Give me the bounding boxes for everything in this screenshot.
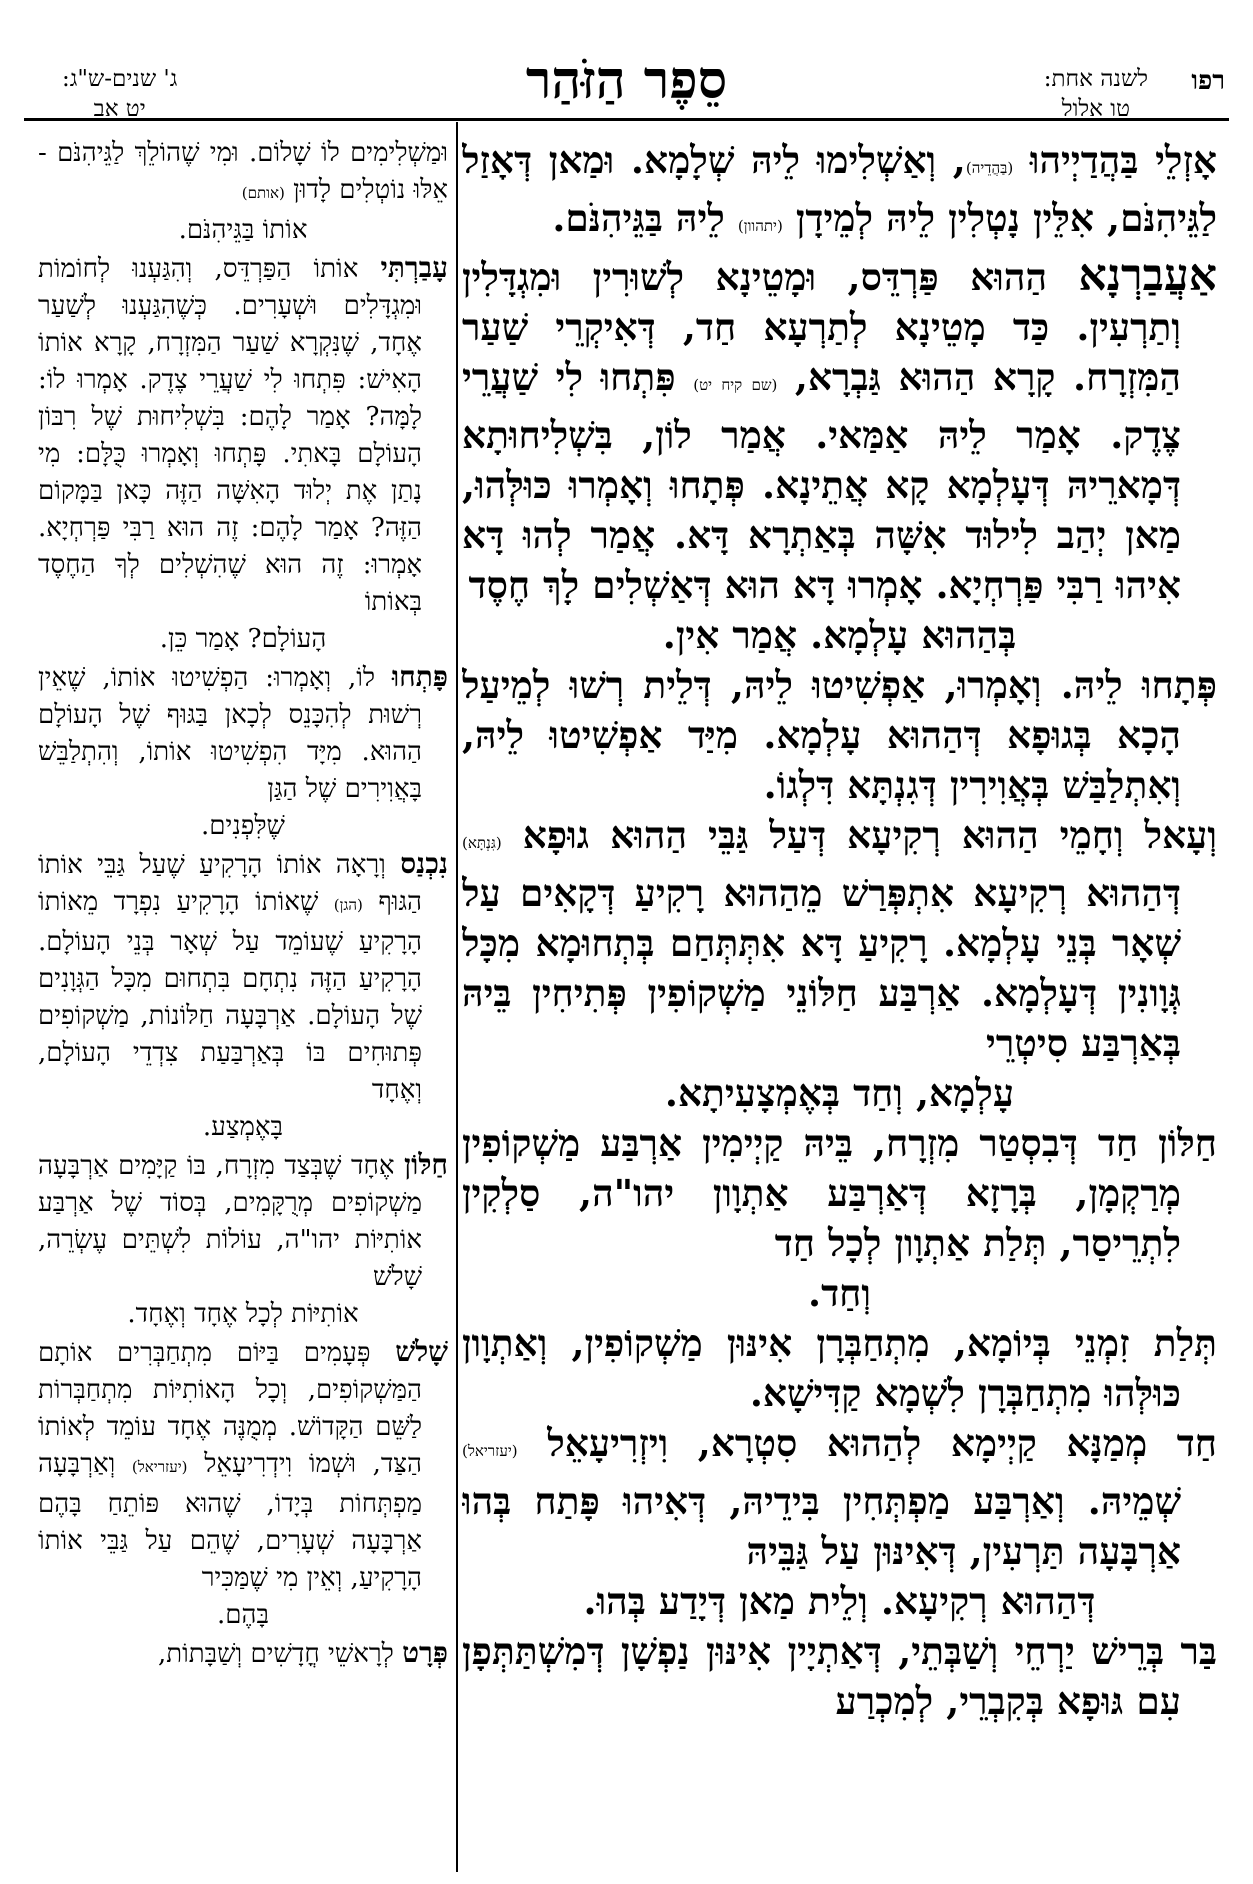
paragraph: חַלּוֹן חַד דְּבִסְטַר מִזְרָח, בֵּיהּ קַיְימִין אַרְבַּע מַשְׁקוֹפִין מְרַקְמָן, בְּרָזָא דְּאַרְבַּע אַתְוָון יהו"ה, סַלְקִין לִתְרֵיסַר, תְּלַת אַתְוָון לְכָל חַד [462, 1121, 1217, 1265]
paragraph-end: אוֹתִיּוֹת לְכָל אֶחָד וְאֶחָד. [127, 1299, 359, 1329]
column-divider [456, 122, 458, 1872]
opening-word: עָבַרְתִּי [380, 251, 448, 284]
variant-note: (אותם) [241, 184, 285, 202]
paragraph: פְּרָט לְרָאשֵׁי חֳדָשִׁים וְשַׁבָּתוֹת, [157, 1636, 448, 1669]
paragraph-end: אוֹתוֹ בַּגֵּיהִנֹּם. [178, 215, 308, 245]
variant-note: (יעזריאל) [462, 1442, 518, 1460]
paragraph: פְּתָחוּ לֵיהּ. וְאָמְרוּ, אַפְשִׁיטוּ לֵיהּ, דְּלֵית רְשׁוּ לְמֵיעַל הָכָא בְּגוּפָא דְּהַהוּא עָלְמָא. מִיַּד אַפְשִׁיטוּ לֵיהּ, וְאִתְלַבַּשׁ בְּאֲוִירִין דְּגִנְתָּא דִּלְגוֹ. [462, 663, 1217, 807]
paragraph: חַד מְמַנָּא קַיְימָא לְהַהוּא סִטְרָא, וִיזְרִיעָאֵל (יעזריאל) שְׁמֵיהּ. וְאַרְבַּע מַפְתְּחִין בִּידֵיהּ, דְּאִיהוּ פָּתַח בְּהוּ אַרְבָּעָה תַּרְעִין, דְּאִינּוּן עַל גַּבֵּיהּ [462, 1421, 1217, 1573]
verse-reference: (שם קיח יט) [693, 376, 778, 394]
paragraph: חַלּוֹן אֶחָד שֶׁבְּצַד מִזְרָח, בּוֹ קַיָּמִים אַרְבָּעָה מַשְׁקוֹפִים מְרֻקָּמִים, בְּסוֹד שֶׁל אַרְבַּע אוֹתִיּוֹת יהו"ה, עוֹלוֹת לִשְׁתֵּים עֶשְׂרֵה, שָׁלֹשׁ [38, 1148, 448, 1292]
opening-word: חַלּוֹן [404, 1148, 448, 1181]
paragraph: נִכְנַס וְרָאָה אוֹתוֹ הָרָקִיעַ שֶׁעַל גַּבֵּי אוֹתוֹ הַגּוּף (הגן) שֶׁאוֹתוֹ הָרָקִיעַ נִפְרָד מֵאוֹתוֹ הָרָקִיעַ שֶׁעוֹמֵד עַל שְׁאָר בְּנֵי הָעוֹלָם. הָרָקִיעַ הַזֶּה נִתְחָם בִּתְחוּם מִכָּל הַגְּוָנִים שֶׁל הָעוֹלָם. אַרְבָּעָה חַלּוֹנוֹת, מַשְׁקוֹפִים פְּתוּחִים בּוֹ בְּאַרְבַּעַת צִדְדֵי הָעוֹלָם, וְאֶחָד [38, 847, 448, 1105]
opening-word: נִכְנַס [400, 847, 448, 880]
paragraph-end: בָּאֶמְצַע. [202, 1112, 284, 1142]
paragraph: עָבַרְתִּי אוֹתוֹ הַפַּרְדֵּס, וְהִגַּעְנוּ לְחוֹמוֹת וּמִגְדָּלִים וּשְׁעָרִים. כְּשֶׁהִגַּעְנוּ לְשַׁעַר אֶחָד, שֶׁנִּקְרָא שַׁעַר הַמִּזְרָח, קָרָא אוֹתוֹ הָאִישׁ: פִּתְחוּ לִי שַׁעֲרֵי צֶדֶק. אָמְרוּ לוֹ: לָמָּה? אָמַר לָהֶם: בִּשְׁלִיחוּת שֶׁל רִבּוֹן הָעוֹלָם בָּאתִי. פָּתְחוּ וְאָמְרוּ כֻּלָּם: מִי נָתַן אֶת יְלוּד הָאִשָּׁה הַזֶּה כָּאן בַּמָּקוֹם הַזֶּה? אָמַר לָהֶם: זֶה הוּא רַבִּי פַּרְחְיָא. אָמְרוּ: זֶה הוּא שֶׁהִשְׁלִים לְךָ הַחֶסֶד בְּאוֹתוֹ [38, 251, 448, 617]
page-number: רפו [1191, 66, 1225, 96]
paragraph: וְעָאל וְחָמֵי הַהוּא רְקִיעָא דְּעַל גַּבֵּי הַהוּא גוּפָא (גִּנְתָּא) דְּהַהוּא רְקִיעָא אִתְפְּרַשׁ מֵהַהוּא רָקִיעַ דְּקָאִים עַל שְׁאָר בְּנֵי עָלְמָא. רָקִיעַ דָּא אִתְּתְּחַם בְּתְחוּמָא מִכָּל גְּוָונִין דְּעָלְמָא. אַרְבַּע חַלּוֹנֵי מַשְׁקוֹפִין פְּתִיחִין בֵּיהּ בְּאַרְבַּע סִיטְרֵי [462, 813, 1217, 1065]
hebrew-translation-column [38, 135, 448, 1870]
paragraph: בַּר בְּרֵישׁ יַרְחֵי וְשַׁבְּתֵי, דְּאַתְיָין אִינּוּן נַפְשָׁן דְּמִשְׁתַּתְּפָן עִם גּוּפָא בְּקִבְרֵי, לְמִכְרַע [462, 1629, 1217, 1723]
schedule-date: טו אלול [1061, 96, 1131, 122]
variant-note: (יתהוון) [737, 217, 783, 235]
paragraph-end: דְּהַהוּא רְקִיעָא. וְלֵית מַאן דְּיָדַע בְּהוּ. [583, 1579, 1096, 1623]
paragraph: אָזְלֵי בַּהֲדַיְיהוּ (בַּהֲדֵיה), וְאַשְׁלִימוּ לֵיהּ שְׁלָמָא. וּמַאן דְּאָזַל לַגֵּיהִנֹּם, אִלֵּין נָטְלִין לֵיהּ לְמֵידָן (יתהוון) לֵיהּ בַּגֵּיהִנֹּם. [462, 138, 1217, 240]
schedule-date: יט אב [93, 96, 146, 122]
paragraph-end: הָעוֹלָם? אָמַר כֵּן. [159, 624, 327, 654]
aramaic-text-column [462, 135, 1217, 1870]
header-rule [24, 118, 1229, 121]
reading-schedule-three-years [62, 64, 177, 124]
paragraph: פָּתְחוּ לוֹ, וְאָמְרוּ: הַפְשִׁיטוּ אוֹתוֹ, שֶׁאֵין רְשׁוּת לְהִכָּנֵס לְכָאן בַּגּוּף שֶׁל הָעוֹלָם הַהוּא. מִיָּד הִפְשִׁיטוּ אוֹתוֹ, וְהִתְלַבֵּשׁ בָּאֲוִירִים שֶׁל הַגַּן [38, 660, 448, 804]
book-title: סֵפֶר הַזֹּהַר [525, 50, 728, 111]
variant-note: (הגן) [333, 896, 363, 914]
paragraph-end: בְּהַהוּא עָלְמָא. אֲמַר אִין. [662, 613, 1017, 657]
opening-word: פְּרָט [402, 1636, 448, 1669]
opening-word: אַעֲבַרְנָא [1078, 250, 1217, 301]
paragraph-end: עָלְמָא, וְחַד בְּאֶמְצָעִיתָא. [664, 1071, 1015, 1115]
schedule-label: לשנה אחת: [1043, 66, 1148, 92]
variant-note: (בַּהֲדֵיה) [965, 159, 1014, 177]
paragraph-end: שֶׁלִּפְנִים. [201, 811, 285, 841]
paragraph-end: וְחַד. [808, 1271, 871, 1315]
page-header [0, 0, 1253, 122]
paragraph-end: בָּהֶם. [217, 1600, 269, 1630]
variant-note: (יעזריאל) [131, 1458, 188, 1476]
schedule-label: ג' שנים-ש"ג: [62, 66, 178, 92]
variant-note: (גִּנְתָּא) [462, 834, 502, 852]
paragraph: וּמַשְׁלִימִים לוֹ שָׁלוֹם. וּמִי שֶׁהוֹלֵךְ לַגֵּיהִנֹּם - אֵלּוּ נוֹטְלִים לָדוּן (אותם) [38, 138, 448, 205]
opening-word: שָׁלֹשׁ [395, 1335, 448, 1368]
paragraph: אַעֲבַרְנָא הַהוּא פַּרְדֵּס, וּמָטֵינָא לְשׁוּרִין וּמִגְדָּלִין וְתַרְעִין. כַּד מָטֵינָא לְתַרְעָא חַד, דְּאִיקְרֵי שַׁעַר הַמִּזְרָח. קָרָא הַהוּא גַּבְרָא, (שם קיח יט) פִּתְחוּ לִי שַׁעֲרֵי צֶדֶק. אָמַר לֵיהּ אַמַּאי. אֲמַר לוֹן, בִּשְׁלִיחוּתָא דְּמָארֵיהּ דְּעָלְמָא קָא אֲתֵינָא. פְּתָחוּ וְאָמְרוּ כּוּלְּהוּ, מַאן יְהַב לִילוּד אִשָּׁה בְּאַתְרָא דָּא. אֲמַר לְהוּ דָּא אִיהוּ רַבִּי פַּרְחְיָא. אָמְרוּ דָּא הוּא דְּאַשְׁלִים לָךְ חֶסֶד [462, 250, 1217, 607]
paragraph: תְּלַת זִמְנֵי בְּיוֹמָא, מִתְחַבְּרָן אִינּוּן מַשְׁקוֹפִין, וְאַתְוָון כּוּלְּהוּ מִתְחַבְּרָן לִשְׁמָא קַדִּישָׁא. [462, 1321, 1217, 1415]
paragraph: שָׁלֹשׁ פְּעָמִים בַּיּוֹם מִתְחַבְּרִים אוֹתָם הַמַּשְׁקוֹפִים, וְכָל הָאוֹתִיּוֹת מִתְחַבְּרוֹת לַשֵּׁם הַקָּדוֹשׁ. מְמֻנֶּה אֶחָד עוֹמֵד לְאוֹתוֹ הַצַּד, וּשְׁמוֹ וִידְרִיעָאֵל (יעזריאל) וְאַרְבָּעָה מַפְתְּחוֹת בְּיָדוֹ, שֶׁהוּא פּוֹתֵחַ בָּהֶם אַרְבָּעָה שְׁעָרִים, שֶׁהֵם עַל גַּבֵּי אוֹתוֹ הָרָקִיעַ, וְאֵין מִי שֶׁמַּכִּיר [38, 1335, 448, 1593]
opening-word: פָּתְחוּ [391, 660, 448, 693]
